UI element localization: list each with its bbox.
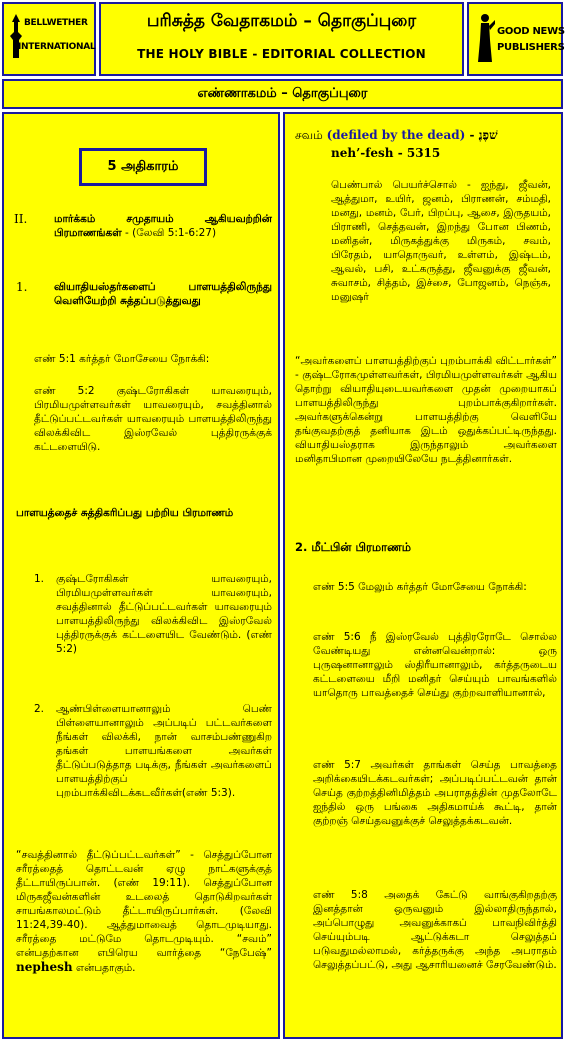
word-study-heading xyxy=(295,126,557,144)
section-2-number: II. xyxy=(14,212,28,226)
camp-removal-note: “அவர்களைப் பாளயத்திற்குப் புறம்பாக்கி விட்டார்கள்” - குஷ்டரோகமுள்ளவர்கள், பிரமியமுள்ளவர்கள் ஆகிய தொற்று வியாதியுடையவர்களை முதன் முறையாகப் பாளயத்திலிருந்து புறம்பாக்குகிறார்கள். அவர்களுக்கென்று பாளயத்திற்கு வெளியே தங்குவதற்குத் தனியாக இடம் ஒதுக்கப்பட்டிருந்தது. வியாதியஸ்தராக இருந்தாலும் அவர்களை மனிதாபிமான முறையிலேயே நடத்தினார்கள். xyxy=(295,355,557,465)
word-hebrew: - שׁפֶנֶ xyxy=(465,128,498,142)
logo-left-line2: INTERNATIONAL xyxy=(18,42,96,52)
verse-5-6: எண் 5:6 நீ இஸ்ரவேல் புத்திரரோடே சொல்ல வேண்டியது என்னவென்றால்: ஒரு புருஷனானாலும் ஸ்திரீயானாலும், கர்த்தருடைய கட்டளையை மீறி மனிதர் செய்யும் பாவங்களில் யாதொரு பாவத்தைச் செய்து குற்றவாளியானால், xyxy=(313,631,557,699)
word-transliteration: neh’-fesh - 5315 xyxy=(331,146,441,160)
dead-defiled-note-end: என்பதாகும். xyxy=(75,962,136,974)
herald-logo-icon xyxy=(475,10,495,66)
verse-5-1: எண் 5:1 கர்த்தர் மோசேயை நோக்கி: xyxy=(34,353,210,365)
word-meanings: பெண்பால் பெயர்ச்சொல் - ஐந்து, ஜீவன், ஆத்துமா, உயிர், ஜனம், பிராணன், சம்மதி, மனது, மனம், பேர், பிறப்பு, ஆசை, இருதயம், பிராணி, செத்தவன், இறந்து போன பிணம், மனிதன், மிருகத்துக்கு மிருகம், சவம், பிரேதம், யாதொருவர், உள்ளம், இஷ்டம், ஆவல், பசி, உட்கருத்து, ஜீவனுக்கு ஜீவன், சுவாசம், சித்தம், இச்சை, போஜனம், நெஞ்சு, மனுஷர் xyxy=(331,179,551,303)
verse-5-8: எண் 5:8 அதைக் கேட்டு வாங்குகிறதற்கு இனத்தான் ஒருவனும் இல்லாதிருந்தால், அப்பொழுது அவனுக்காகப் பாவநிவிர்த்தி செய்யும்படி ஆட்டுக்கடா செலுத்தப் படுவதுமல்லாமல், கர்த்தருக்கு அந்த அபராதம் செலுத்தப்பட்டு, அது ஆசாரியனைச் சேரவேண்டும். xyxy=(313,889,557,971)
left-column xyxy=(2,112,280,1039)
dead-defiled-note xyxy=(16,848,272,975)
ram-logo-icon xyxy=(8,12,24,62)
chapter-heading: 5 அதிகாரம் xyxy=(79,148,207,186)
section-2-heading xyxy=(54,212,272,240)
section-2-title: மார்க்கம் சமுதாயம் ஆகியவற்றின் பிரமாணங்கள் xyxy=(54,213,272,239)
title-box xyxy=(99,2,464,76)
right-column xyxy=(283,112,563,1039)
subsection-1-title: வியாதியஸ்தர்களைப் பாளயத்திலிருந்து வெளியேற்றி சுத்தப்படுத்துவது xyxy=(54,281,272,307)
nephesh-word: nephesh xyxy=(16,960,73,974)
bellwether-logo xyxy=(2,2,96,76)
list-item-1: குஷ்டரோகிகள் யாவரையும், பிரமியமுள்ளவர்கள் யாவரையும், சவத்தினால் தீட்டுப்பட்டவர்கள் யாவரையும் பாளயத்திலிருந்து விலக்கிவிட இஸ்ரவேல் புத்திரருக்குக் கட்டளையிட வேண்டும். (எண் 5:2) xyxy=(56,573,272,655)
word-prefix: சவம் xyxy=(295,128,327,142)
redemption-heading: 2. மீட்பின் பிரமாணம் xyxy=(295,540,412,554)
english-title: THE HOLY BIBLE - EDITORIAL COLLECTION xyxy=(137,47,426,61)
good-news-logo xyxy=(467,2,563,76)
dead-defiled-note-text: “சவத்தினால் தீட்டுப்பட்டவர்கள்” - செத்துப்போன சரீரத்தைத் தொட்டவன் ஏழு நாட்களுக்குத் தீட்டாயிருப்பான். (எண் 19:11). செத்துப்போன மிருகஜீவன்களின் உடலைத் தொடுகிறவர்கள் சாயங்காலமட்டும் தீட்டாயிருப்பார்கள். (லேவி 11:24,39-40). ஆத்துமாவைத் தொடமுடியாது. சரீரத்தை மட்டுமே தொடமுடியும். “சவம்” என்பதற்கான எபிரெய வார்த்தை “நேபேஷ்” xyxy=(16,849,272,959)
section-2-ref: - (லேவி 5:1-6:27) xyxy=(121,227,217,239)
list-item-2: ஆண்பிள்ளையானாலும் பெண் பிள்ளையானாலும் அப்படிப் பட்டவர்களை நீங்கள் விலக்கி, நான் வாசம்பண்ணுகிற தங்கள் பாளயங்களை அவர்கள் தீட்டுப்படுத்தாத படிக்கு, நீங்கள் அவர்களைப் பாளயத்திற்குப் புறம்பாக்கிவிடக்கடவீர்கள்(எண் 5:3). xyxy=(56,703,272,799)
list-item-1-number: 1. xyxy=(34,573,45,585)
verse-5-5: எண் 5:5 மேலும் கர்த்தர் மோசேயை நோக்கி: xyxy=(313,581,527,593)
verse-5-7: எண் 5:7 அவர்கள் தாங்கள் செய்த பாவத்தை அறிக்கையிடக்கடவர்கள்; அப்படிப்பட்டவன் தான் செய்த குற்றத்தினிமித்தம் அபராதத்தின் முதலோடே ஐந்தில் ஒரு பங்கை அதிகமாய்க் கூட்டி, தான் குற்றஞ் செய்தவனுக்குச் செலுத்தக்கடவன். xyxy=(313,759,557,827)
logo-right-line1: GOOD NEWS xyxy=(497,26,565,37)
logo-left-line1: BELLWETHER xyxy=(24,18,88,28)
verse-5-2: எண் 5:2 குஷ்டரோகிகள் யாவரையும், பிரமியமுள்ளவர்கள் யாவரையும், சவத்தினால் தீட்டுப்பட்டவர்கள் யாவரையும் பாளயத்திலிருந்து விலக்கிவிட இஸ்ரவேல் புத்திரருக்குக் கட்டளையிடு. xyxy=(34,385,272,453)
list-item-2-number: 2. xyxy=(34,703,45,715)
cleansing-heading: பாளயத்தைச் சுத்திகரிப்பது பற்றிய பிரமாணம் xyxy=(16,507,234,519)
subtitle: எண்ணாகமம் – தொகுப்புரை xyxy=(197,86,368,101)
tamil-title: பரிசுத்த வேதாகமம் – தொகுப்புரை xyxy=(146,11,417,31)
logo-right-line2: PUBLISHERS xyxy=(497,42,565,53)
subsection-1-number: 1. xyxy=(16,280,28,294)
subtitle-bar xyxy=(2,79,563,109)
word-english: (defiled by the dead) xyxy=(326,128,466,142)
